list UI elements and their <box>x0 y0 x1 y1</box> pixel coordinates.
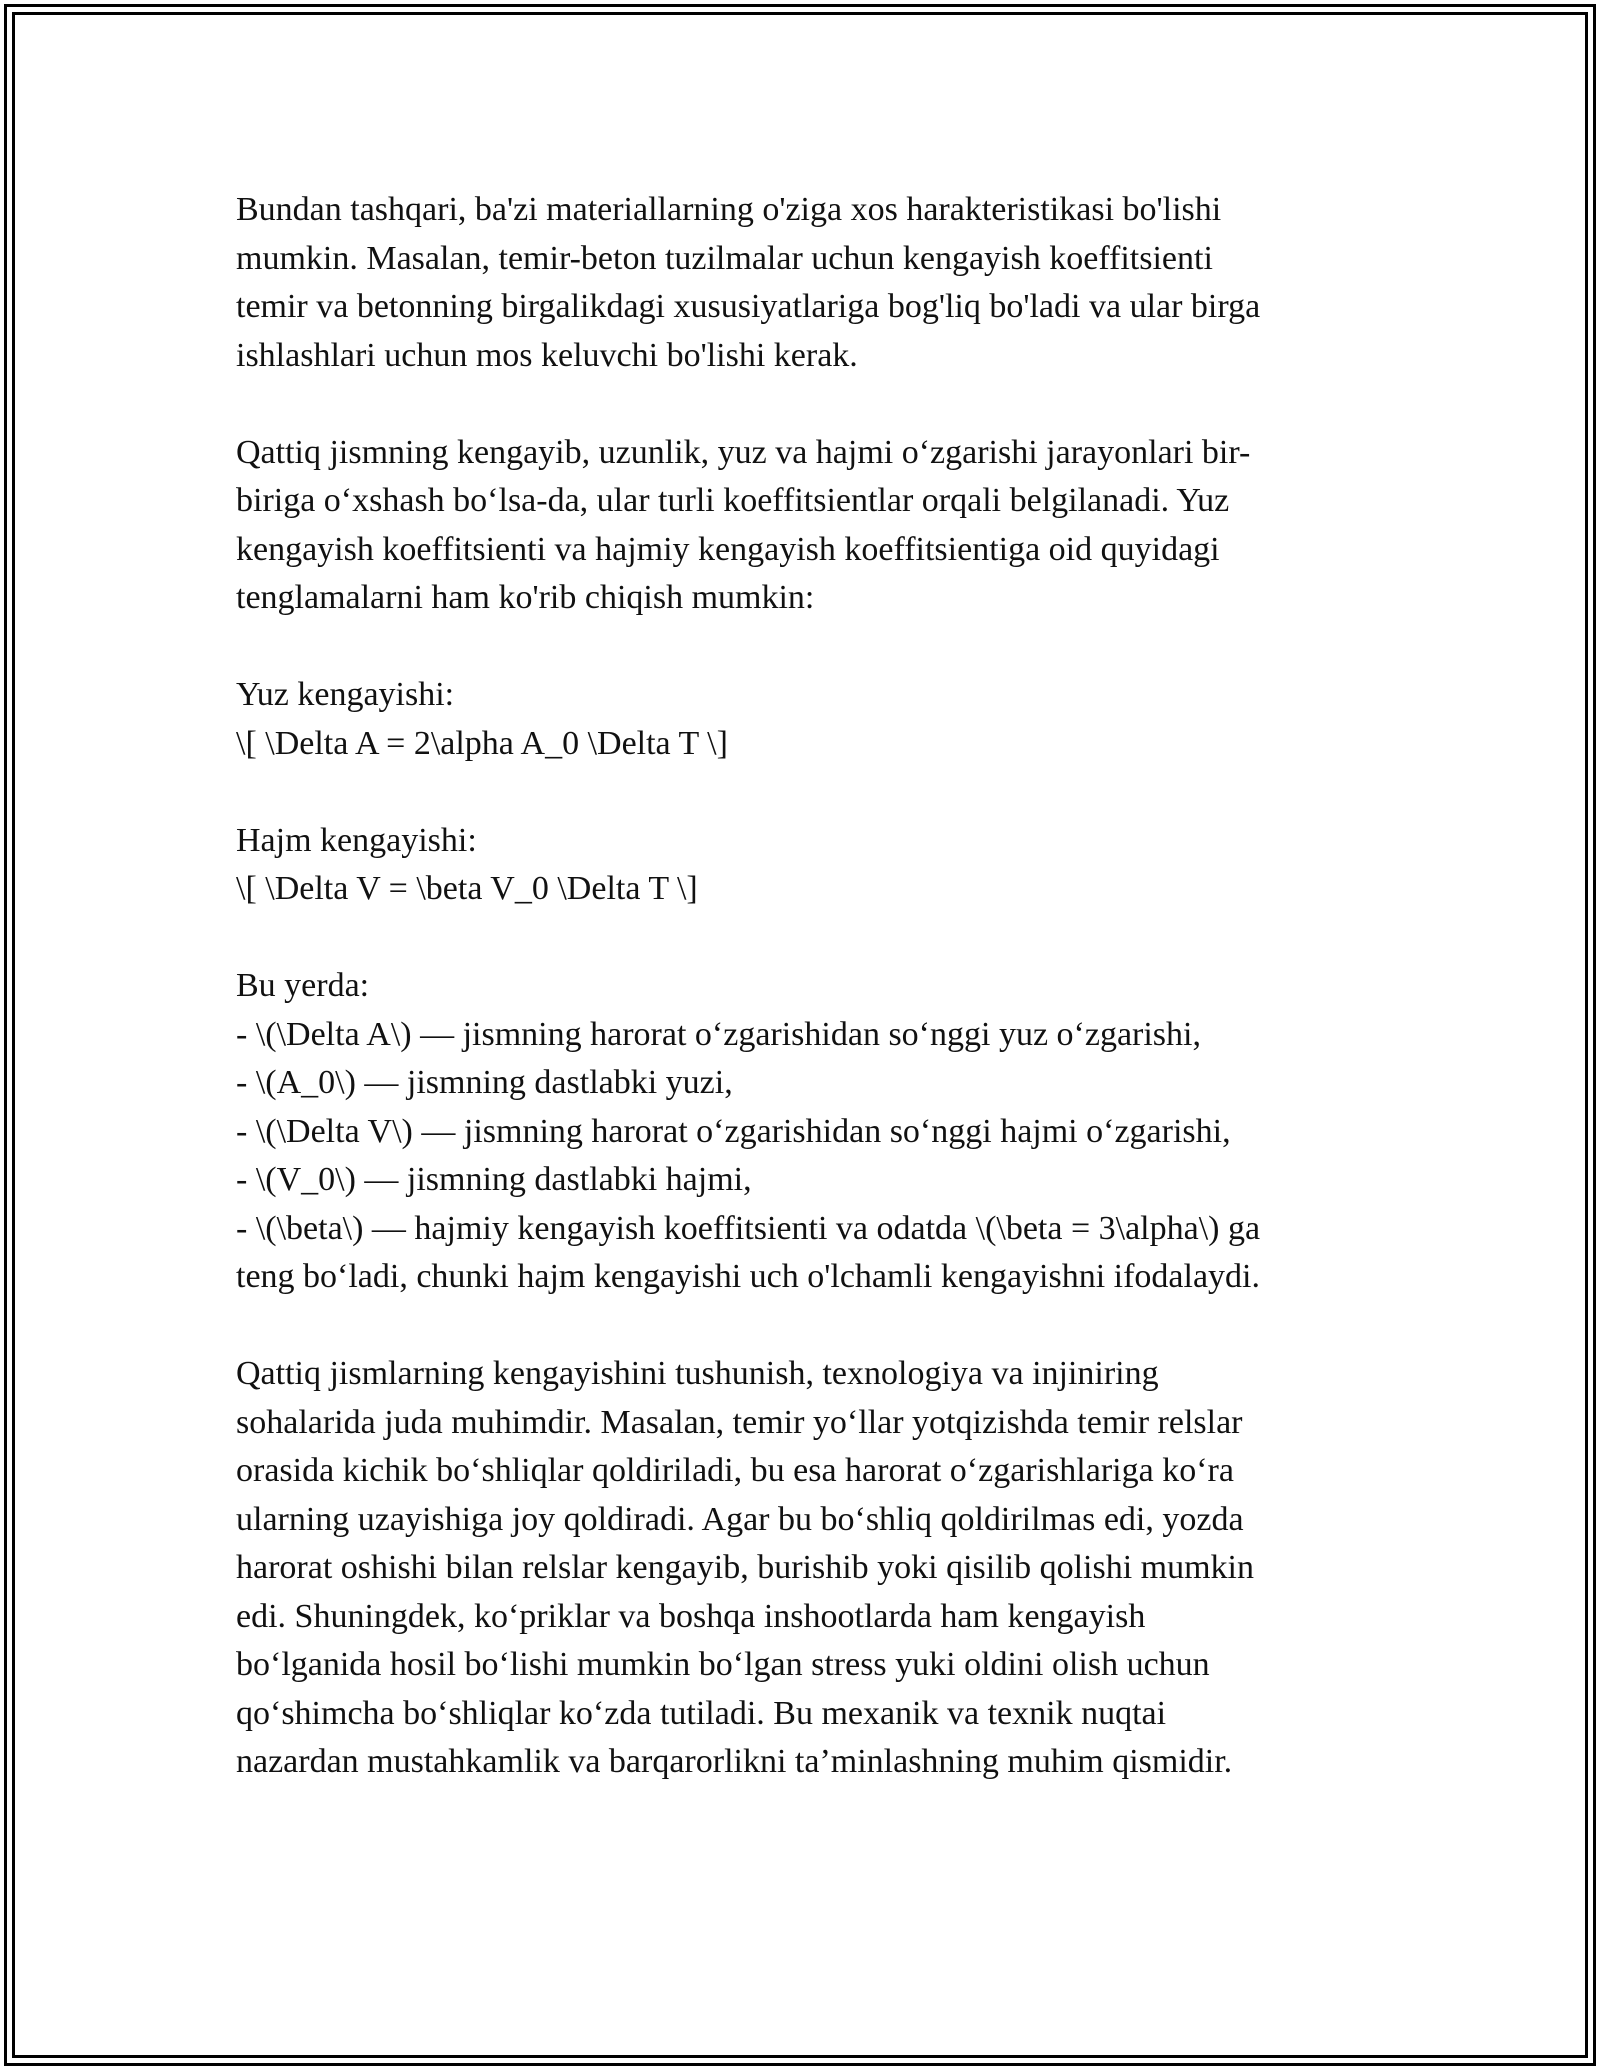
text-line: ishlashlari uchun mos keluvchi bo'lishi kerak. <box>236 336 858 374</box>
document-body <box>236 186 1366 1835</box>
definition-item: - \(\Delta V\) — jismning harorat o‘zgarishidan so‘nggi hajmi o‘zgarishi, <box>236 1112 1231 1150</box>
text-line: biriga o‘xshash bo‘lsa-da, ular turli koeffitsientlar orqali belgilanadi. Yuz <box>236 482 1230 519</box>
paragraph-definitions <box>236 962 1366 1302</box>
text-line: Qattiq jismning kengayib, uzunlik, yuz va hajmi o‘zgarishi jarayonlari bir- <box>236 433 1251 471</box>
definition-item: - \(\beta\) — hajmiy kengayish koeffitsienti va odatda \(\beta = 3\alpha\) ga <box>236 1209 1261 1247</box>
text-line: mumkin. Masalan, temir-beton tuzilmalar uchun kengayish koeffitsienti <box>236 239 1213 277</box>
definition-item: - \(\Delta A\) — jismning harorat o‘zgarishidan so‘nggi yuz o‘zgarishi, <box>236 1015 1201 1053</box>
text-line: sohalarida juda muhimdir. Masalan, temir yo‘llar yotqizishda temir relslar <box>236 1403 1243 1441</box>
definition-item: - \(V_0\) — jismning dastlabki hajmi, <box>236 1161 752 1198</box>
equation-volume: \[ \Delta V = \beta V_0 \Delta T \] <box>236 870 698 907</box>
text-line: orasida kichik bo‘shliqlar qoldiriladi, bu esa harorat o‘zgarishlariga ko‘ra <box>236 1452 1234 1489</box>
text-line: bo‘lganida hosil bo‘lishi mumkin bo‘lgan stress yuki oldini olish uchun <box>236 1646 1210 1683</box>
text-line: kengayish koeffitsienti va hajmiy kengayish koeffitsientiga oid quyidagi <box>236 530 1220 568</box>
paragraph-applications <box>236 1350 1366 1787</box>
paragraph-coefficients-intro <box>236 429 1366 623</box>
text-line: harorat oshishi bilan relslar kengayib, burishib yoki qisilib qolishi mumkin <box>236 1549 1255 1586</box>
paragraph-volume-expansion <box>236 817 1366 914</box>
equation-area: \[ \Delta A = 2\alpha A_0 \Delta T \] <box>236 724 728 762</box>
text-line: ularning uzayishiga joy qoldiradi. Agar bu bo‘shliq qoldirilmas edi, yozda <box>236 1500 1244 1538</box>
text-line: tenglamalarni ham ko'rib chiqish mumkin: <box>236 579 815 616</box>
text-line: nazardan mustahkamlik va barqarorlikni ta’minlashning muhim qismidir. <box>236 1743 1233 1780</box>
paragraph-materials <box>236 186 1366 380</box>
definitions-heading: Bu yerda: <box>236 967 370 1004</box>
text-line: edi. Shuningdek, ko‘priklar va boshqa inshootlarda ham kengayish <box>236 1597 1146 1635</box>
equation-heading: Hajm kengayishi: <box>236 821 477 859</box>
paragraph-area-expansion <box>236 671 1366 768</box>
equation-heading: Yuz kengayishi: <box>236 676 455 713</box>
text-line: Qattiq jismlarning kengayishini tushunish, texnologiya va injiniring <box>236 1355 1159 1392</box>
text-line: Bundan tashqari, ba'zi materiallarning o'ziga xos harakteristikasi bo'lishi <box>236 191 1222 228</box>
definition-item: - \(A_0\) — jismning dastlabki yuzi, <box>236 1064 733 1101</box>
text-line: qo‘shimcha bo‘shliqlar ko‘zda tutiladi. Bu mexanik va texnik nuqtai <box>236 1694 1167 1732</box>
definition-item: teng bo‘ladi, chunki hajm kengayishi uch o'lchamli kengayishni ifodalaydi. <box>236 1258 1261 1295</box>
text-line: temir va betonning birgalikdagi xususiyatlariga bog'liq bo'ladi va ular birga <box>236 288 1261 325</box>
